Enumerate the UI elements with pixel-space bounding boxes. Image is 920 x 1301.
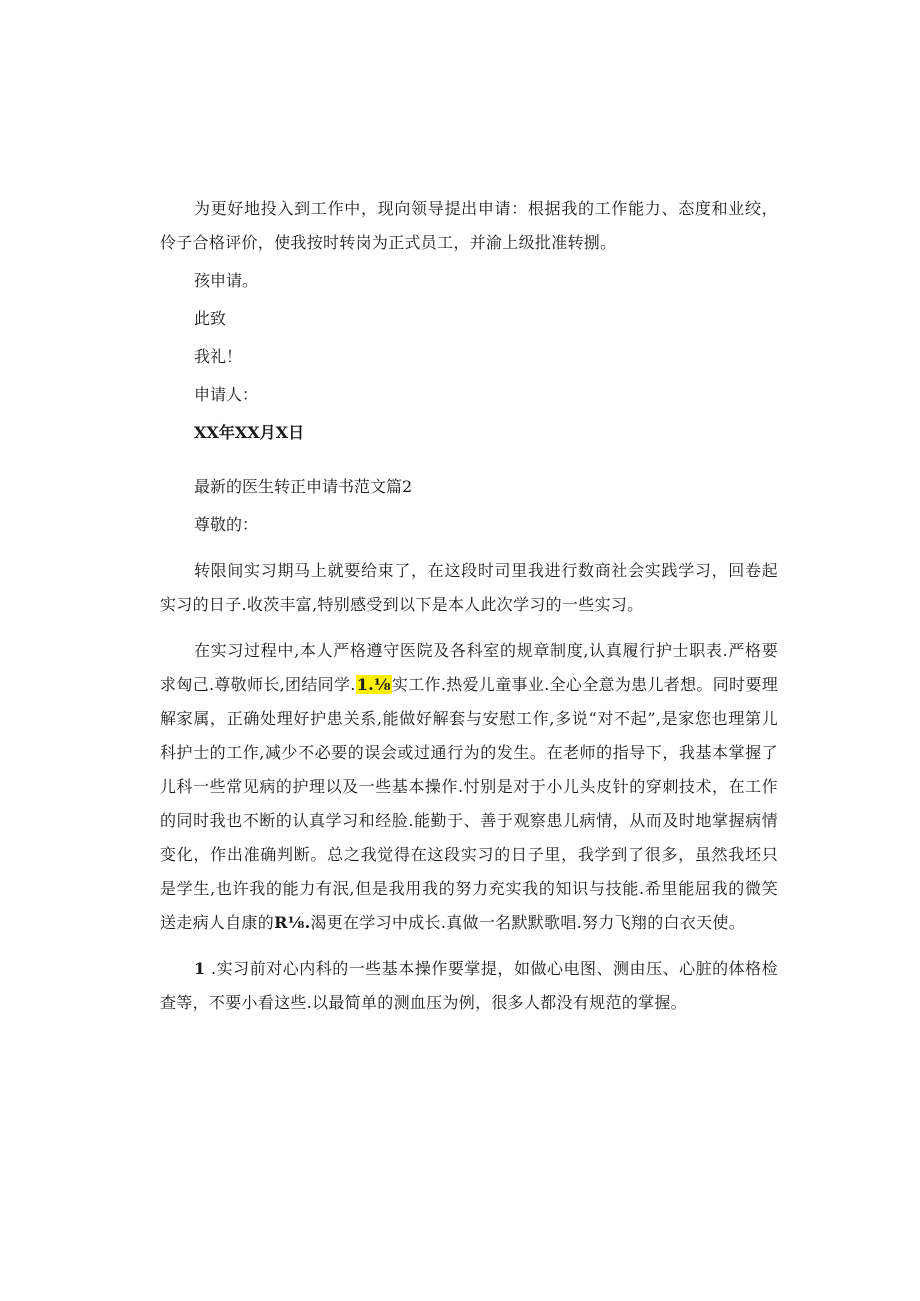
internship-text-c: 渴更在学习中成长.真做一名默默歌唱.努力飞翔的白衣天使。 xyxy=(310,913,746,932)
internship-paragraph xyxy=(160,634,778,940)
highlighted-text: 1.⅛ xyxy=(356,675,391,694)
internship-text-b: 实工作.热爱儿童事业.全心全意为患儿者想。同时要理解家属，正确处理好护患关系,能做好解套与安慰工作,多说“对不起”,是家您也理第儿科护士的工作,减少不必要的误会或过通行为的发生。在老师的指导下，我基本掌握了儿科一些常见病的护理以及一些基本操作.忖别是对于小儿头皮针的穿刺技术，在工作的同时我也不断的认真学习和经脸.能勤于、善于观察患儿病情，从而及时地掌握病情变化，作出准确判断。总之我觉得在这段实习的日子里，我学到了很多，虽然我坯只是学生,也许我的能力有泯,但是我用我的努力充实我的知识与技能.希里能屈我的微笑送走病人自康的 xyxy=(160,675,778,932)
document-body xyxy=(160,192,778,1020)
request-paragraph: 为更好地投入到工作中，现向领导提出申请：根据我的工作能力、态度和业绞，伶子合格评价，使我按时转岗为正式员工，并渝上级批准转捌。 xyxy=(160,199,778,252)
closing-woli: 我礼！ xyxy=(194,347,243,366)
intro-paragraph: 转限间实习期马上就要给束了，在这段时司里我进行数商社会实践学习，回卷起实习的日子.收茨丰富,特别感受到以下是本人此次学习的一些实习。 xyxy=(160,561,778,614)
section-title xyxy=(160,470,778,504)
apply-line: 孩申请。 xyxy=(194,271,259,290)
date-line: XX年XX月X日 xyxy=(194,423,305,442)
list-number: 1 xyxy=(194,959,206,978)
internship-text-a: 在实习过程中,本人严格遵守医院及各科室的规章制度,认真履行护士职表.严格要求匈己.尊敬师长,团结同学. xyxy=(160,641,778,694)
numbered-paragraph xyxy=(160,952,778,1020)
bold-fragment: R⅛. xyxy=(274,913,311,932)
salutation: 尊敬的： xyxy=(194,515,259,534)
numbered-text: .实习前对心内科的一些基本操作要掌提，如做心电图、测由压、心脏的体格检查等，不要小看这些.以最简单的测血压为例，很多人都没有规范的掌握。 xyxy=(160,959,778,1012)
applicant-line: 申请人： xyxy=(194,385,259,404)
closing-cizhi: 此致 xyxy=(194,309,227,328)
section-title-text: 最新的医生转正申请书范文篇2 xyxy=(194,477,413,496)
